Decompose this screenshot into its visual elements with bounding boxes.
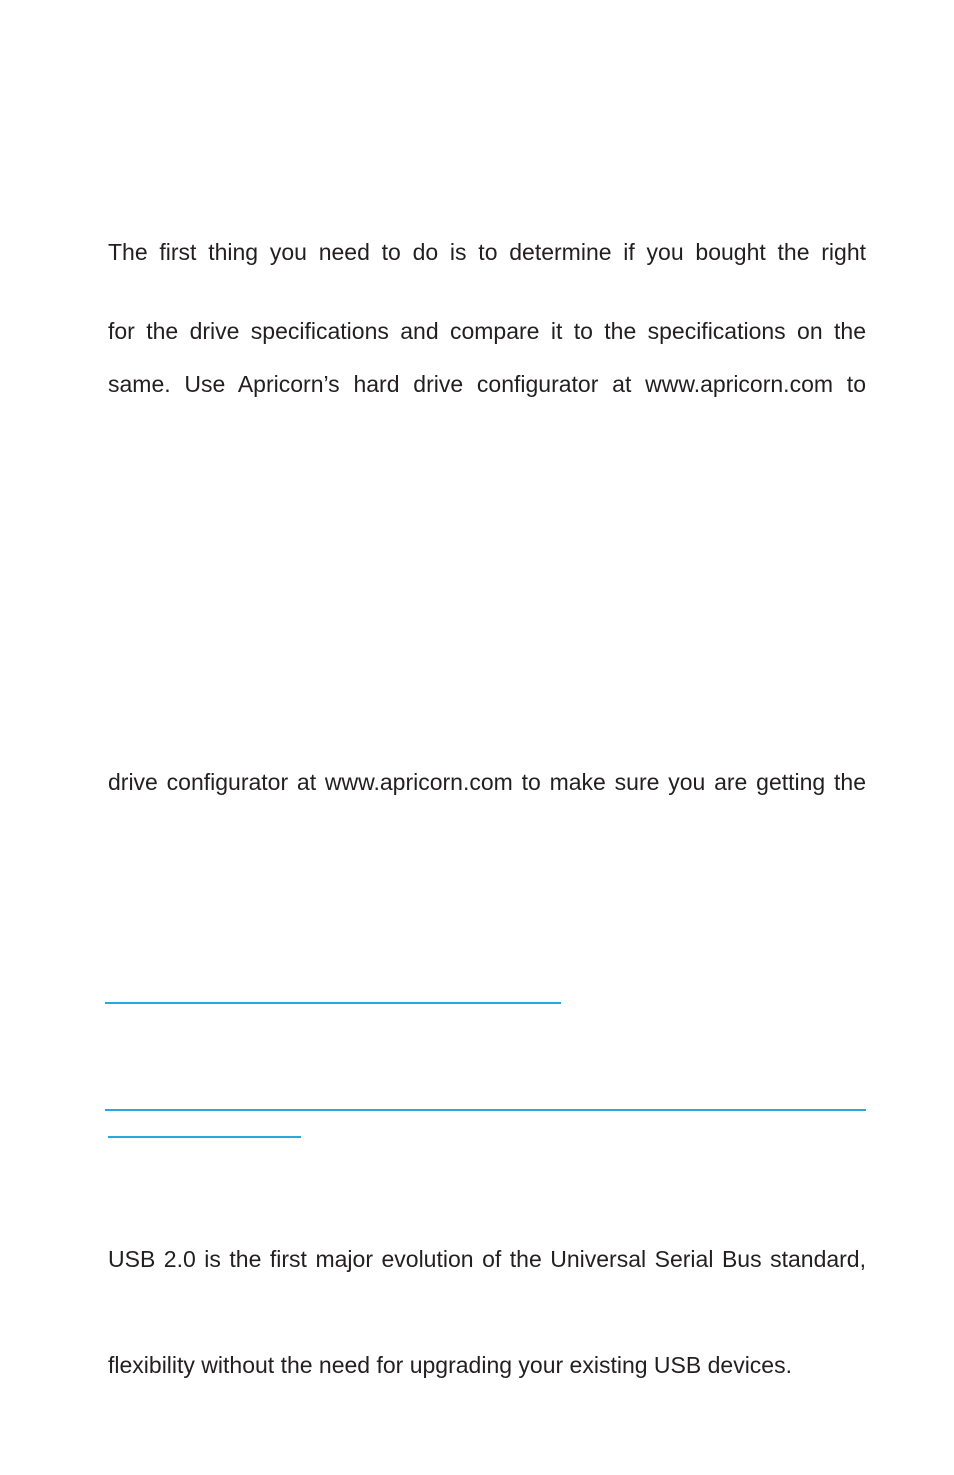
link-underline-1 xyxy=(105,1002,561,1004)
paragraph-line-3: same. Use Apricorn’s hard drive configurator at www.apricorn.com to xyxy=(108,371,866,397)
link-underline-2 xyxy=(105,1109,866,1111)
paragraph-line-5: USB 2.0 is the first major evolution of the Universal Serial Bus standard, xyxy=(108,1246,866,1272)
link-underline-3 xyxy=(108,1136,301,1138)
paragraph-line-6: flexibility without the need for upgrading your existing USB devices. xyxy=(108,1352,792,1378)
paragraph-line-4: drive configurator at www.apricorn.com to make sure you are getting the xyxy=(108,769,866,795)
paragraph-line-2: for the drive specifications and compare it to the specifications on the xyxy=(108,318,866,344)
paragraph-line-1: The first thing you need to do is to determine if you bought the right xyxy=(108,239,866,265)
